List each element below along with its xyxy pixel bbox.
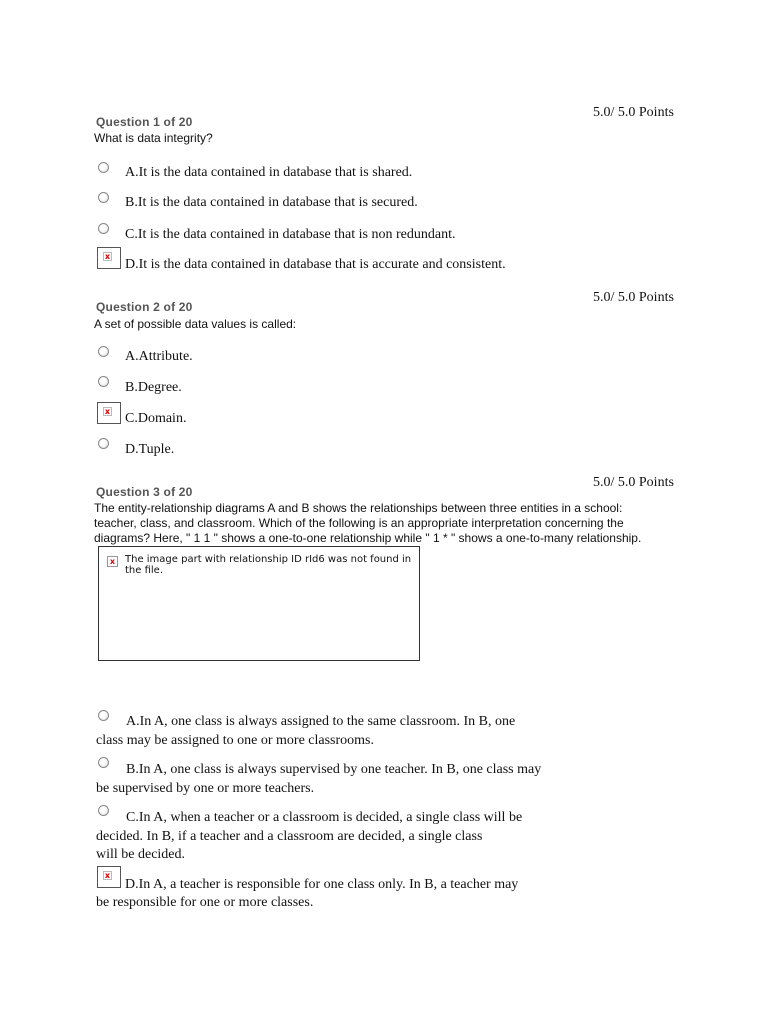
question-3-option-d-line-2: be responsible for one or more classes. <box>96 895 314 910</box>
question-3-header: Question 3 of 20 <box>96 485 193 499</box>
question-3-option-a-line-2: class may be assigned to one or more classrooms. <box>96 733 374 748</box>
question-1-option-a: A.It is the data contained in database that is shared. <box>125 165 413 180</box>
missing-image-placeholder <box>98 546 420 661</box>
question-1-header: Question 1 of 20 <box>96 115 193 129</box>
radio-unselected-icon[interactable] <box>98 346 109 357</box>
question-3-text-line-1: The entity-relationship diagrams A and B shows the relationships between three entities in a school: <box>94 501 623 515</box>
question-1-option-d: D.It is the data contained in database that is accurate and consistent. <box>125 257 506 272</box>
radio-unselected-icon[interactable] <box>98 710 109 721</box>
question-2-header: Question 2 of 20 <box>96 300 193 314</box>
question-2-option-c: C.Domain. <box>125 411 187 426</box>
question-3-option-c-line-3: will be decided. <box>96 847 186 862</box>
question-3-option-a-line-1: A.In A, one class is always assigned to the same classroom. In B, one <box>126 714 516 729</box>
question-3-option-c-line-2: decided. In B, if a teacher and a classroom are decided, a single class <box>96 829 483 844</box>
radio-unselected-icon[interactable] <box>98 223 109 234</box>
question-1-text: What is data integrity? <box>94 131 213 145</box>
question-3-text-line-2: teacher, class, and classroom. Which of the following is an appropriate interpretation concerning the <box>94 516 624 530</box>
broken-image-x-icon[interactable]: x <box>97 866 121 888</box>
question-3-points: 5.0/ 5.0 Points <box>593 475 674 490</box>
question-2-option-d: D.Tuple. <box>125 442 175 457</box>
radio-unselected-icon[interactable] <box>98 376 109 387</box>
missing-image-message: The image part with relationship ID rId6 was not found in the file. <box>125 554 412 576</box>
question-1-option-c: C.It is the data contained in database that is non redundant. <box>125 227 456 242</box>
question-1-option-b: B.It is the data contained in database that is secured. <box>125 195 418 210</box>
question-2-text: A set of possible data values is called: <box>94 317 297 331</box>
radio-unselected-icon[interactable] <box>98 805 109 816</box>
radio-unselected-icon[interactable] <box>98 192 109 203</box>
question-3-option-b-line-1: B.In A, one class is always supervised by one teacher. In B, one class may <box>126 762 542 777</box>
question-3-option-c-line-1: C.In A, when a teacher or a classroom is decided, a single class will be <box>126 810 523 825</box>
question-2-option-b: B.Degree. <box>125 380 182 395</box>
radio-unselected-icon[interactable] <box>98 757 109 768</box>
broken-image-icon: x <box>107 556 118 567</box>
question-3-option-d-line-1: D.In A, a teacher is responsible for one class only. In B, a teacher may <box>125 877 519 892</box>
question-3-option-b-line-2: be supervised by one or more teachers. <box>96 781 315 796</box>
radio-unselected-icon[interactable] <box>98 438 109 449</box>
question-2-option-a: A.Attribute. <box>125 349 193 364</box>
broken-image-x-icon[interactable]: x <box>97 402 121 424</box>
radio-unselected-icon[interactable] <box>98 162 109 173</box>
question-2-points: 5.0/ 5.0 Points <box>593 290 674 305</box>
broken-image-x-icon[interactable]: x <box>97 247 121 269</box>
question-3-text-line-3: diagrams? Here, " 1 1 " shows a one-to-one relationship while " 1 * " shows a one-to-many relationship. <box>94 531 642 545</box>
question-1-points: 5.0/ 5.0 Points <box>593 105 674 120</box>
